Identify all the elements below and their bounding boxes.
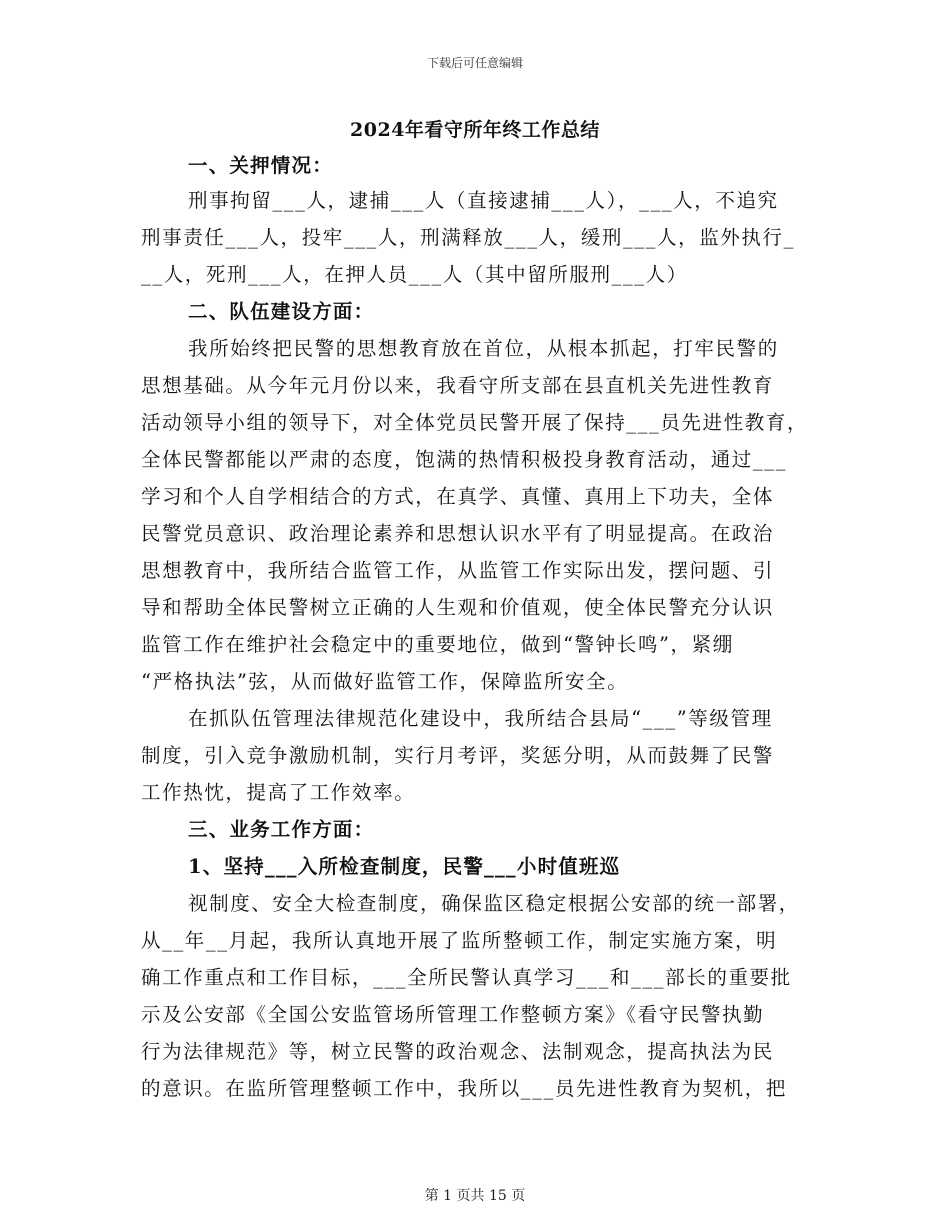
paragraph-line: 刑事拘留___人，逮捕___人（直接逮捕___人），___人，不追究	[188, 189, 779, 212]
page-number-footer: 第 1 页共 15 页	[424, 1188, 526, 1204]
document-title: 2024年看守所年终工作总结	[350, 119, 600, 141]
paragraph-line: 示及公安部《全国公安监管场所管理工作整顿方案》《看守民警执勤	[141, 1003, 765, 1026]
section-heading-3: 三、业务工作方面：	[188, 818, 375, 841]
paragraph-line: 学习和个人自学相结合的方式，在真学、真懂、真用上下功夫，全体	[141, 485, 775, 508]
paragraph-line: 确工作重点和工作目标，___全所民警认真学习___和___部长的重要批	[141, 966, 792, 989]
section-heading-2: 二、队伍建设方面：	[188, 300, 375, 323]
paragraph-line: 我所始终把民警的思想教育放在首位，从根本抓起，打牢民警的	[188, 337, 779, 360]
section-heading-1: 一、关押情况：	[188, 154, 333, 177]
paragraph-line: 思想基础。从今年元月份以来，我看守所支部在县直机关先进性教育	[141, 374, 775, 397]
paragraph-line: 在抓队伍管理法律规范化建设中，我所结合县局“___”等级管理	[188, 707, 773, 730]
header-note: 下载后可任意编辑	[426, 56, 523, 70]
paragraph-line: “严格执法”弦，从而做好监管工作，保障监所安全。	[141, 670, 629, 693]
paragraph-line: 导和帮助全体民警树立正确的人生观和价值观，使全体民警充分认识	[141, 596, 775, 619]
paragraph-line: 的意识。在监所管理整顿工作中，我所以___员先进性教育为契机，把	[141, 1077, 787, 1100]
paragraph-line: 监管工作在维护社会稳定中的重要地位，做到“警钟长鸣”，紧绷	[141, 633, 734, 656]
paragraph-line: 行为法律规范》等，树立民警的政治观念、法制观念，提高执法为民	[141, 1040, 775, 1063]
paragraph-line: 刑事责任___人，投牢___人，刑满释放___人，缓刑___人，监外执行_	[141, 226, 795, 249]
paragraph-line: __人，死刑___人，在押人员___人（其中留所服刑___人）	[141, 263, 688, 286]
paragraph-line: 思想教育中，我所结合监管工作，从监管工作实际出发，摆问题、引	[141, 559, 775, 582]
paragraph-line: 民警党员意识、政治理论素养和思想认识水平有了明显提高。在政治	[141, 522, 775, 545]
paragraph-line: 从__年__月起，我所认真地开展了监所整顿工作，制定实施方案，明	[141, 929, 778, 952]
paragraph-line: 活动领导小组的领导下，对全体党员民警开展了保持___员先进性教育，	[141, 411, 809, 434]
paragraph-line: 视制度、安全大检查制度，确保监区稳定根据公安部的统一部署，	[188, 892, 800, 915]
paragraph-line: 工作热忱，提高了工作效率。	[141, 781, 416, 804]
paragraph-line: 制度，引入竞争激励机制，实行月考评，奖惩分明，从而鼓舞了民警	[141, 744, 775, 767]
subsection-heading: 1、坚持___入所检查制度，民警___小时值班巡	[188, 855, 621, 878]
paragraph-line: 全体民警都能以严肃的态度，饱满的热情积极投身教育活动，通过___	[141, 448, 787, 471]
